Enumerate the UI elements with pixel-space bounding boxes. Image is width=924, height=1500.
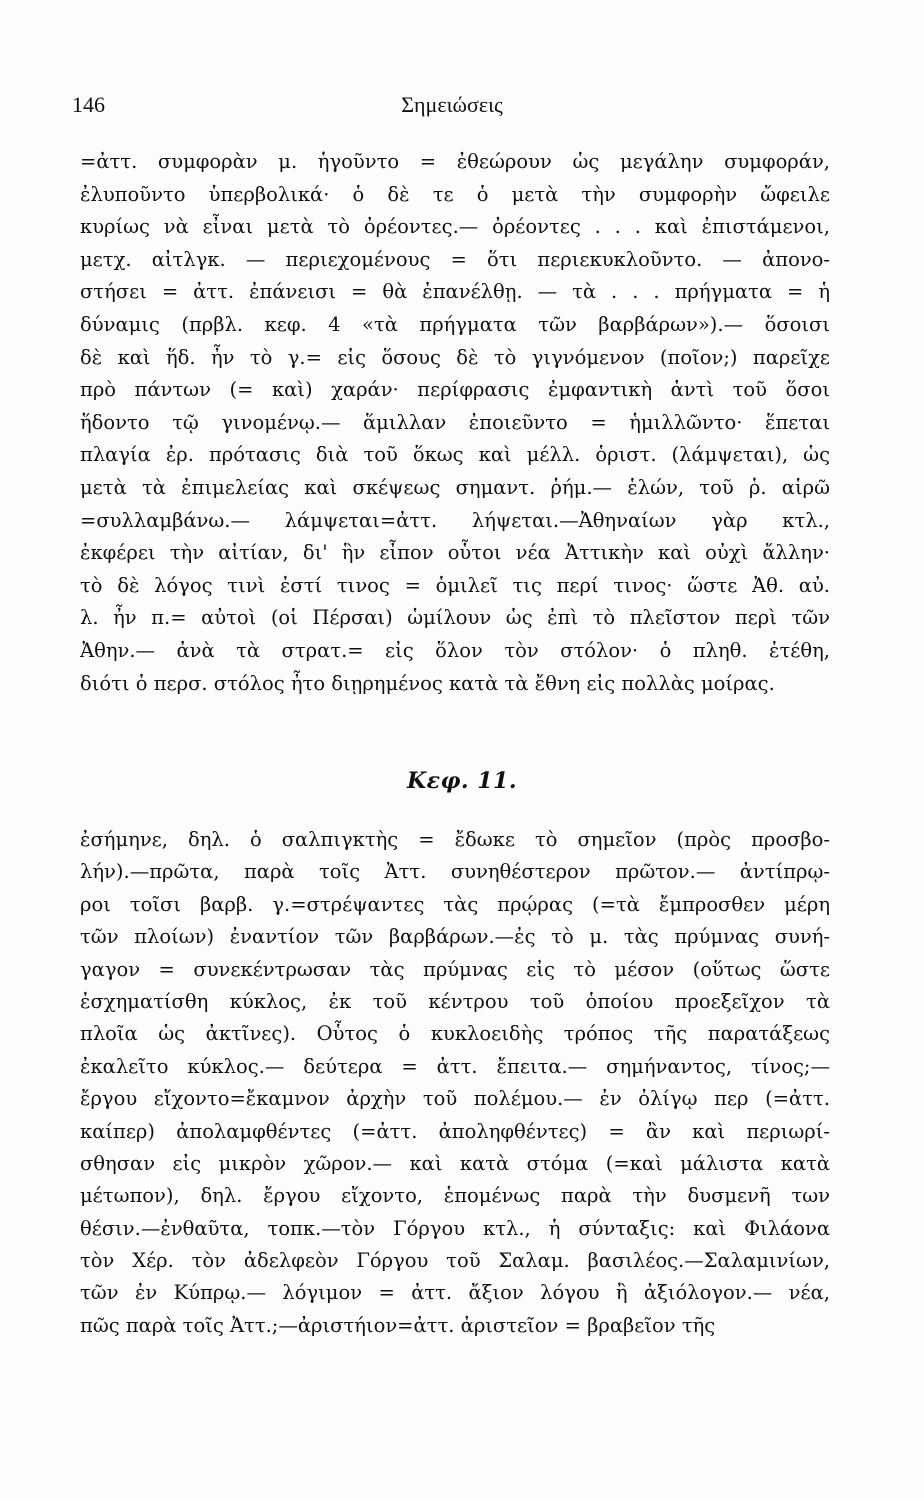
text-line: θέσιν.—ἐνθαῦτα, τοπκ.—τὸν Γόργου κτλ., ἡ σύνταξις: καὶ Φιλάονα [80,1216,830,1240]
section-heading: Κεφ. 11. [407,768,517,794]
text-line: πρὸ πάντων (= καὶ) χαράν· περίφρασις ἐμφαντικὴ ἀντὶ τοῦ ὅσοι [80,378,830,402]
text-line: ἐσχηματίσθη κύκλος, ἐκ τοῦ κέντρου τοῦ ὁποίου προεξεῖχον τὰ [80,989,830,1013]
text-line: διότι ὁ περσ. στόλος ἦτο διῃρημένος κατὰ τὰ ἔθνη εἰς πολλὰς μοίρας. [80,671,775,695]
text-line: μετὰ τὰ ἐπιμελείας καὶ σκέψεως σημαντ. ῥήμ.— ἑλών, τοῦ ῥ. αἱρῶ [80,475,830,499]
page-number: 146 [72,92,105,117]
text-line: τὸν Χέρ. τὸν ἀδελφεὸν Γόργου τοῦ Σαλαμ. βασιλέος.—Σαλαμινίων, [80,1249,830,1273]
text-line: μέτωπον), δηλ. ἔργου εἴχοντο, ἑπομένως παρὰ τὴν δυσμενῆ των [80,1184,830,1208]
text-line: ἐκαλεῖτο κύκλος.— δεύτερα = ἀττ. ἔπειτα.— σημήναντος, τίνος;— [80,1054,830,1078]
text-line: μετχ. αἰτλγκ. — περιεχομένους = ὅτι περιεκυκλοῦντο. — ἀπονο- [80,247,830,271]
text-line: τῶν ἐν Κύπρῳ.— λόγιμον = ἀττ. ἄξιον λόγου ἢ ἀξιόλογον.— νέα, [80,1281,830,1305]
text-line: ἐκφέρει τὴν αἰτίαν, δι' ἣν εἶπον οὗτοι νέα Ἀττικὴν καὶ οὐχὶ ἄλλην· [80,541,830,565]
text-line: =συλλαμβάνω.— λάμψεται=ἀττ. λήψεται.—Ἀθηναίων γὰρ κτλ., [80,508,830,532]
notes-block-1 [80,146,830,700]
text-line: ἐλυποῦντο ὑπερβολικά· ὁ δὲ τε ὁ μετὰ τὴν συμφορὴν ὤφειλε [80,182,830,206]
text-line: πλαγία ἐρ. πρότασις διὰ τοῦ ὅκως καὶ μέλλ. ὁριστ. (λάμψεται), ὡς [80,443,830,467]
text-line: δύναμις (πρβλ. κεφ. 4 «τὰ πρήγματα τῶν βαρβάρων»).— ὅσοισι [80,312,830,336]
text-line: σθησαν εἰς μικρὸν χῶρον.— καὶ κατὰ στόμα (=καὶ μάλιστα κατὰ [80,1151,830,1175]
text-line: κυρίως νὰ εἶναι μετὰ τὸ ὀρέοντες.— ὀρέοντες . . . καὶ ἐπιστάμενοι, [80,215,830,239]
text-line: ἔργου εἴχοντο=ἔκαμνον ἀρχὴν τοῦ πολέμου.— ἐν ὀλίγῳ περ (=ἀττ. [80,1087,830,1111]
text-line: δὲ καὶ ἥδ. ἦν τὸ γ.= εἰς ὅσους δὲ τὸ γιγνόμενον (ποῖον;) παρεῖχε [80,345,830,369]
notes-block-2 [80,824,830,1342]
text-line: ἥδοντο τῷ γινομένῳ.— ἅμιλλαν ἐποιεῦντο = ἡμιλλῶντο· ἕπεται [80,410,830,434]
text-line: λήν).—πρῶτα, παρὰ τοῖς Ἀττ. συνηθέστερον πρῶτον.— ἀντίπρῳ- [80,860,830,884]
text-line: Ἀθην.— ἀνὰ τὰ στρατ.= εἰς ὅλον τὸν στόλον· ὁ πληθ. ἐτέθη, [80,638,830,662]
text-line: πλοῖα ὡς ἀκτῖνες). Οὗτος ὁ κυκλοειδὴς τρόπος τῆς παρατάξεως [80,1022,830,1046]
text-line: καίπερ) ἀπολαμφθέντες (=ἀττ. ἀποληφθέντες) = ἂν καὶ περιωρί- [80,1119,830,1143]
running-head: Σημειώσεις [401,92,503,117]
text-line: πῶς παρὰ τοῖς Ἀττ.;—ἀριστήιον=ἀττ. ἀριστεῖον = βραβεῖον τῆς [80,1313,716,1337]
text-line: τὸ δὲ λόγος τινὶ ἐστί τινος = ὁμιλεῖ τις περί τινος· ὥστε Ἀθ. αὐ. [80,573,830,597]
text-line: λ. ἦν π.= αὐτοὶ (οἱ Πέρσαι) ὡμίλουν ὡς ἐπὶ τὸ πλεῖστον περὶ τῶν [80,606,830,630]
page-header [72,92,832,126]
text-line: γαγον = συνεκέντρωσαν τὰς πρύμνας εἰς τὸ μέσον (οὕτως ὥστε [80,957,830,981]
text-line: =ἀττ. συμφορὰν μ. ἡγοῦντο = ἐθεώρουν ὡς μεγάλην συμφοράν, [80,150,830,173]
text-line: τῶν πλοίων) ἐναντίον τῶν βαρβάρων.—ἐς τὸ μ. τὰς πρύμνας συνή- [80,925,830,949]
text-line: ροι τοῖσι βαρβ. γ.=στρέψαντες τὰς πρῴρας (=τὰ ἔμπροσθεν μέρη [80,892,830,916]
text-line: στήσει = ἀττ. ἐπάνεισι = θὰ ἐπανέλθῃ. — τὰ . . . πρήγματα = ἡ [80,280,830,304]
text-line: ἐσήμηνε, δηλ. ὁ σαλπιγκτὴς = ἔδωκε τὸ σημεῖον (πρὸς προσβο- [80,828,830,851]
